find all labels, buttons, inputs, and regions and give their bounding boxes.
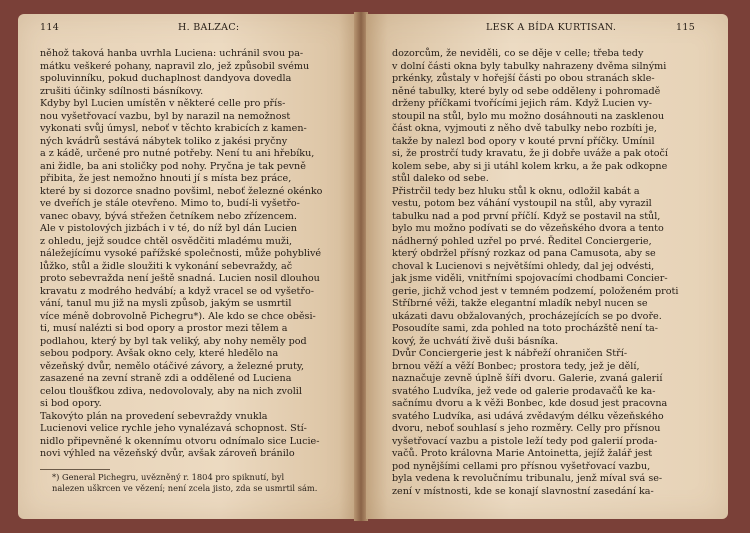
text-line: vání, tanul mu již na mysli způsob, jakým se usmrtil [40,298,292,309]
left-page-number: 114 [40,22,60,33]
text-line: stoupil na stůl, bylo mu možno dosáhnouti na zasklenou [392,110,665,122]
text-line: novi výhled na vězeňský dvůr, avšak zároveň bránilo [40,448,295,459]
text-line: přibita, že jest nemožno hnouti jí s místa bez práce, [40,173,292,184]
text-line: které by si dozorce snadno povšiml, neboť železné okénko [40,185,323,197]
text-line: vestu, potom bez váhání vystoupil na stůl, aby vyrazil [392,198,652,209]
text-line: naznačuje zevně úplně šíři dvoru. Galerie, zvaná galerií [392,373,663,384]
text-line: sebou podpory. Avšak okno cely, které hledělo na [40,348,279,359]
text-line: v dolní části okna byly tabulky nahrazeny dvěma silnými [392,60,667,72]
text-line: zrušiti účinky sdílnosti básníkovy. [40,85,204,97]
text-line: Stříbrné věži, takže elegantní mladík nebyl nucen se [392,298,648,309]
text-line: proto sebevražda není ještě snadná. Lucien nosil dlouhou [40,273,320,284]
text-line: lůžko, stůl a židle sloužiti k vykonání sebevraždy, ač [40,260,293,272]
text-line: nádherný pohled uzřel po prvé. Ředitel Conciergerie, [392,235,652,247]
text-line: tabulku nad a pod první příčlí. Když se postavil na stůl, [392,210,661,222]
text-line: bylo mu možno podívati se do vězeňského dvora a tento [392,223,664,234]
text-line: si, že prostrčí tudy kravatu, že ji dobře uváže a pak otočí [392,148,668,159]
left-footnote [52,472,342,494]
text-line: svatého Ludvíka, jež vede od galerie prodavačů ke ka- [392,385,656,397]
text-line: zení v místnosti, kde se konají slavnostní zasedání ka- [392,485,654,497]
right-page-number: 115 [676,22,696,33]
text-line: vanec obavy, bývá střežen četníkem nebo zřízencem. [40,210,297,222]
text-line: Ale v pistolových jizbách i v té, do níž byl dán Lucien [40,223,297,234]
text-line: sačnímu dvoru a k věži Bonbec, kde dosud jest pracovna [392,398,668,409]
text-line: ných kvádrů sestává nábytek toliko z jakési pryčny [40,135,288,147]
text-line: dvoru, neboť souhlasí s jeho rozměry. Celly pro přísnou [392,423,661,434]
text-line: drženy příčkami tvořícími jejich rám. Když Lucien vy- [392,98,652,109]
text-line: a z kádě, určené pro nutné potřeby. Není tu ani hřebíku, [40,148,315,159]
right-running-head: LESK A BÍDA KURTISAN. [486,22,617,33]
text-line: kravatu z modrého hedvábí; a když vracel se od vyšetřo- [40,285,315,297]
text-line: Kdyby byl Lucien umístěn v některé celle pro přís- [40,98,286,109]
text-line: Lucienovi velice rychle jeho vynalézavá schopnost. Stí- [40,423,307,434]
text-line: gerie, jichž vchod jest v temném podzemí, položeném proti [392,285,679,297]
text-line: ukázati davu obžalovaných, procházejících se po dvoře. [392,310,662,322]
text-line: něné tabulky, které byly od sebe odděleny i pohromadě [392,85,661,97]
text-line: kolem sebe, aby si ji utáhl kolem krku, a že pak odkopne [392,160,668,172]
text-line: část okna, vyjmouti z něho dvě tabulky nebo rozbíti je, [392,123,657,134]
text-line: mátku veškeré pohany, napravil zlo, jež způsobil svému [40,60,310,72]
footnote-line: *) General Pichegru, uvězněný r. 1804 pro spiknutí, byl [52,472,285,482]
text-line: ti, musí nalézti si bod opory a prostor mezi tělem a [40,323,288,334]
text-line: něhož taková hanba uvrhla Luciena: uchránil svou pa- [40,48,304,59]
text-line: který obdržel přísný rozkaz od pana Camusota, aby se [392,248,656,259]
text-line: choval k Lucienovi s největšími ohledy, dal jej odvésti, [392,260,655,272]
text-line: dozorcům, že neviděli, co se děje v celle; třeba tedy [392,48,644,59]
text-line: z ohledu, jejž soudce chtěl osvědčiti mladému muži, [40,235,293,247]
text-line: svatého Ludvíka, asi udává zvědavým délku vězeňského [392,410,664,422]
text-line: pod nynějšími cellami pro přísnou vyšetřovací vazbu, [392,460,651,472]
text-line: prkénky, zůstaly v hořejší části po obou stranách skle- [392,73,655,84]
text-line: vykonati svůj úmysl, neboť v těchto krabicích z kamen- [40,123,307,134]
text-line: Dvůr Conciergerie jest k nábřeží ohraničen Stří- [392,348,628,359]
right-body-text [392,48,712,498]
text-line: Přistrčil tedy bez hluku stůl k oknu, odložil kabát a [392,185,640,197]
text-line: podlahou, který by byl tak veliký, aby nohy neměly pod [40,335,307,347]
text-line: Takovýto plán na provedení sebevraždy vnukla [40,410,268,422]
text-line: spoluvinníku, pokud duchaplnost dandyova dovedla [40,73,292,84]
text-line: vězeňský dvůr, nemělo otáčivé závory, a železné pruty, [40,360,305,372]
text-line: vačů. Proto královna Marie Antoinetta, jejíž žalář jest [392,448,653,459]
text-line: jak jsme viděli, vnitřními spojovacími chodbami Concier- [392,273,668,284]
text-line: více méně dobrovolně Pichegru*). Ale kdo se chce oběsi- [40,310,316,322]
text-line: stůl daleko od sebe. [392,173,489,184]
footnote-rule [40,469,110,470]
text-line: ve dveřích je stále otevřeno. Mimo to, budí-li vyšetřo- [40,198,300,209]
text-line: Posoudíte sami, zda pohled na toto procházště není ta- [392,323,658,334]
left-running-head: H. BALZAC: [178,22,240,33]
text-line: nidlo připevněné k okennímu otvoru odnímalo sice Lucie- [40,435,320,447]
footnote-line: nalezen uškrcen ve vězení; není zcela jisto, zda se usmrtil sám. [52,483,318,493]
text-line: kový, že uchvátí živě duši básníka. [392,335,559,347]
text-line: zasazené na zevní straně zdi a oddělené od Luciena [40,373,292,384]
text-line: ani židle, ba ani stoličky pod nohy. Pryčna je tak pevně [40,160,306,172]
text-line: nou vyšetřovací vazbu, byl by narazil na nemožnost [40,110,291,122]
text-line: takže by nalezl bod opory v kouté první příčky. Umínil [392,135,655,147]
text-line: náležejícímu vysoké pařížské společnosti, může pohyblivé [40,248,322,259]
text-line: celou tloušťkou zdiva, nedovolovaly, aby na nich zvolil [40,385,302,397]
text-line: byla vedena k revolučnímu tribunalu, jenž míval svá se- [392,473,663,484]
text-line: vyšetřovací vazbu a pistole leží tedy pod galerií proda- [392,435,658,447]
text-line: si bod opory. [40,398,102,409]
text-line: brnou věží a věží Bonbec; prostora tedy, jež je dělí, [392,360,640,372]
left-body-text [40,48,340,461]
